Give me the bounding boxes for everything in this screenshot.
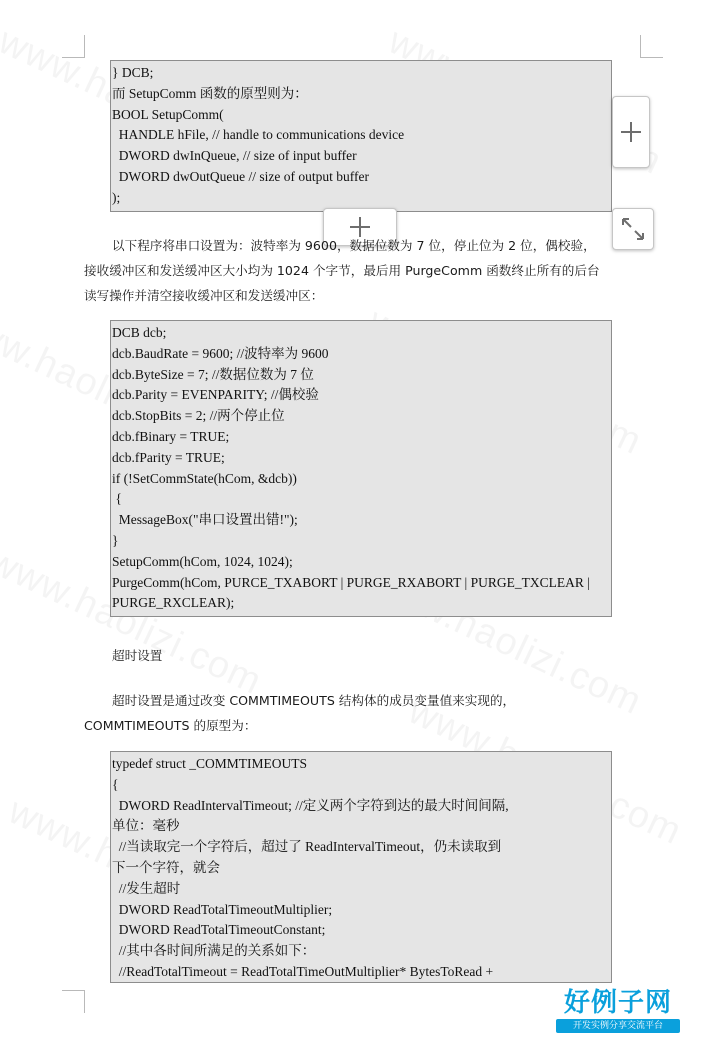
code-line: //当读取完一个字符后，超过了 ReadIntervalTimeout，仍未读取到 [112, 839, 502, 855]
code-line: 而 SetupComm 函数的原型则为： [112, 85, 308, 101]
code-line: //ReadTotalTimeout = ReadTotalTimeOutMultiplier* BytesToRead + [112, 963, 494, 979]
code-line: } DCB; [112, 65, 154, 80]
code-line: MessageBox("串口设置出错!"); [112, 512, 298, 528]
code-block-dcb-setup [110, 320, 612, 617]
code-line: { [112, 491, 122, 507]
code-line: DWORD ReadIntervalTimeout; //定义两个字符到达的最大时间间隔, [112, 797, 509, 813]
paragraph-serial-setup [84, 233, 640, 308]
code-line: BOOL SetupComm( [112, 106, 224, 122]
site-logo [556, 988, 680, 1036]
code-line: dcb.Parity = EVENPARITY; //偶校验 [112, 387, 319, 403]
code-line: ); [112, 189, 121, 205]
paragraph-timeouts [84, 688, 640, 738]
code-line: { [112, 776, 119, 792]
code-line: DWORD ReadTotalTimeoutConstant; [112, 922, 326, 938]
paragraph-line: 读写操作并清空接收缓冲区和发送缓冲区： [84, 288, 324, 303]
code-line: //其中各时间所满足的关系如下： [112, 943, 316, 959]
add-block-button-right[interactable] [612, 96, 650, 168]
code-line: dcb.BaudRate = 9600; //波特率为 9600 [112, 345, 329, 361]
code-line: HANDLE hFile, // handle to communications device [112, 127, 405, 143]
code-line: typedef struct _COMMTIMEOUTS [112, 756, 307, 771]
code-line: DWORD dwInQueue, // size of input buffer [112, 148, 357, 164]
code-line: DWORD ReadTotalTimeoutMultiplier; [112, 901, 333, 917]
crop-mark-bottom-left [62, 990, 85, 1013]
code-line: if (!SetCommState(hCom, &dcb)) [112, 470, 297, 486]
paragraph-line: 接收缓冲区和发送缓冲区大小均为 1024 个字节，最后用 PurgeComm 函数终止所有的后台 [84, 263, 600, 278]
paragraph-line: COMMTIMEOUTS 的原型为： [84, 718, 257, 733]
code-line: SetupComm(hCom, 1024, 1024); [112, 553, 293, 569]
crop-mark-top-right [640, 35, 663, 58]
code-line: PURGE_RXCLEAR); [112, 595, 235, 611]
code-line: } [112, 532, 119, 548]
code-line: dcb.ByteSize = 7; //数据位数为 7 位 [112, 366, 314, 382]
logo-title: 好例子网 [563, 988, 672, 1018]
logo-subtitle: 开发实例分享交流平台 [556, 1019, 680, 1033]
paragraph-line: 超时设置是通过改变 COMMTIMEOUTS 结构体的成员变量值来实现的， [112, 693, 516, 708]
code-block-commtimeouts [110, 751, 612, 983]
code-line: dcb.fBinary = TRUE; [112, 428, 230, 444]
code-block-setupcomm [110, 60, 612, 212]
code-line: 下一个字符，就会 [112, 859, 220, 875]
paragraph-line: 以下程序将串口设置为：波特率为 9600，数据位数为 7 位，停止位为 2 位，偶校验， [112, 238, 596, 253]
code-line: PurgeComm(hCom, PURCE_TXABORT | PURGE_RXABORT | PURGE_TXCLEAR | [112, 574, 590, 590]
code-line: dcb.fParity = TRUE; [112, 449, 225, 465]
code-line: dcb.StopBits = 2; //两个停止位 [112, 408, 285, 424]
plus-icon [621, 122, 641, 142]
crop-mark-top-left [62, 35, 85, 58]
code-line: DCB dcb; [112, 325, 167, 340]
section-heading: 超时设置 [112, 648, 163, 663]
code-line: 单位：毫秒 [112, 818, 180, 834]
code-line: DWORD dwOutQueue // size of output buffer [112, 168, 369, 184]
code-line: //发生超时 [112, 880, 181, 896]
